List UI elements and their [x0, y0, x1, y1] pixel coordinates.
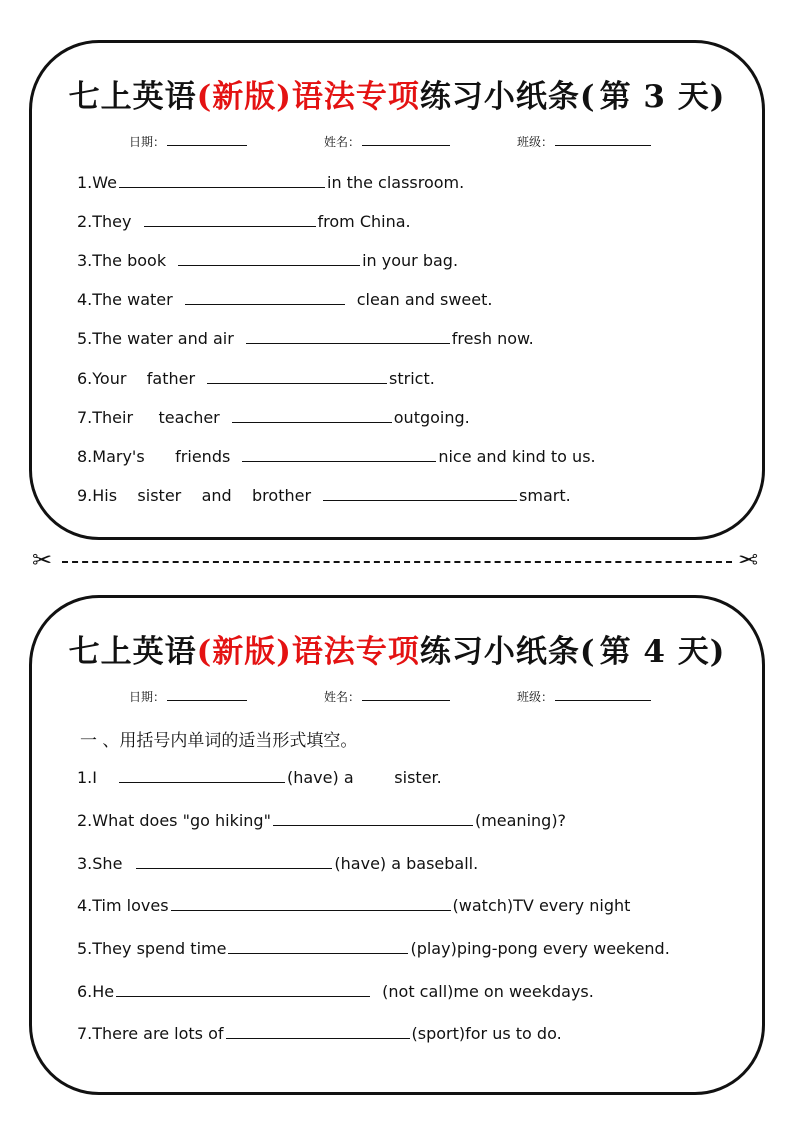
answer-blank[interactable]	[246, 343, 450, 344]
class-label: 班级：	[517, 135, 554, 149]
worksheet-day-3	[29, 40, 765, 540]
question-prefix: 4.The water	[77, 290, 173, 309]
cut-line-divider	[62, 561, 732, 563]
question-prefix: 5.They spend time	[77, 939, 227, 958]
question-1	[77, 768, 442, 787]
question-prefix: 3.The book	[77, 251, 167, 270]
scissors-icon: ✂	[32, 546, 53, 574]
answer-blank[interactable]	[171, 910, 451, 911]
question-prefix: 1.I	[77, 768, 97, 787]
answer-blank[interactable]	[178, 265, 360, 266]
date-blank[interactable]	[167, 690, 247, 701]
answer-blank[interactable]	[119, 782, 285, 783]
question-suffix: (not call)me on weekdays.	[382, 982, 594, 1001]
question-suffix: clean and sweet.	[356, 290, 493, 309]
question-prefix: 2.What does "go hiking"	[77, 811, 271, 830]
question-suffix: in your bag.	[362, 251, 459, 270]
name-label: 姓名：	[324, 135, 361, 149]
worksheet-title	[32, 71, 762, 116]
name-blank[interactable]	[362, 690, 450, 701]
question-prefix: 6.He	[77, 982, 115, 1001]
worksheet-title	[32, 626, 762, 671]
title-day: 第 4 天)	[599, 634, 726, 670]
question-3	[77, 251, 458, 270]
question-prefix: 5.The water and air	[77, 329, 234, 348]
section-instruction: 一 、用括号内单词的适当形式填空。	[80, 731, 358, 751]
question-prefix: 7.Their teacher	[77, 408, 220, 427]
question-suffix: (sport)for us to do.	[411, 1024, 562, 1043]
question-1	[77, 173, 464, 192]
answer-blank[interactable]	[207, 383, 387, 384]
question-suffix: smart.	[519, 486, 571, 505]
title-day: 第 3 天)	[599, 79, 726, 115]
question-6	[77, 369, 435, 388]
scissors-icon: ✂	[738, 546, 759, 574]
question-4	[77, 896, 630, 915]
question-suffix: fresh now.	[451, 329, 534, 348]
date-label: 日期：	[129, 135, 166, 149]
answer-blank[interactable]	[116, 996, 370, 997]
worksheet-day-4	[29, 595, 765, 1095]
question-9	[77, 486, 571, 505]
question-prefix: 8.Mary's friends	[77, 447, 231, 466]
question-prefix: 6.Your father	[77, 369, 196, 388]
date-label: 日期：	[129, 690, 166, 704]
answer-blank[interactable]	[226, 1038, 410, 1039]
class-blank[interactable]	[555, 135, 651, 146]
answer-blank[interactable]	[242, 461, 436, 462]
question-2	[77, 212, 411, 231]
question-suffix: in the classroom.	[327, 173, 465, 192]
question-suffix: (have) a baseball.	[334, 854, 479, 873]
question-suffix: (watch)TV every night	[452, 896, 631, 915]
question-5	[77, 939, 670, 958]
name-blank[interactable]	[362, 135, 450, 146]
question-3	[77, 854, 478, 873]
title-part-highlight: (新版)语法专项	[196, 634, 420, 670]
question-suffix: nice and kind to us.	[438, 447, 596, 466]
question-8	[77, 447, 596, 466]
name-field[interactable]	[324, 688, 450, 705]
answer-blank[interactable]	[232, 422, 392, 423]
question-prefix: 9.His sister and brother	[77, 486, 312, 505]
question-prefix: 4.Tim loves	[77, 896, 169, 915]
question-suffix: (play)ping-pong every weekend.	[410, 939, 670, 958]
question-7	[77, 1024, 562, 1043]
title-part-1: 七上英语	[68, 79, 197, 115]
title-part-highlight: (新版)语法专项	[196, 79, 420, 115]
date-field[interactable]	[129, 133, 247, 150]
name-field[interactable]	[324, 133, 450, 150]
question-prefix: 7.There are lots of	[77, 1024, 224, 1043]
question-6	[77, 982, 594, 1001]
title-part-1: 七上英语	[68, 634, 197, 670]
class-field[interactable]	[517, 688, 651, 705]
class-field[interactable]	[517, 133, 651, 150]
question-suffix: from China.	[317, 212, 411, 231]
question-suffix: strict.	[389, 369, 435, 388]
question-5	[77, 329, 534, 348]
answer-blank[interactable]	[136, 868, 332, 869]
name-label: 姓名：	[324, 690, 361, 704]
question-suffix: (meaning)?	[474, 811, 567, 830]
question-prefix: 3.She	[77, 854, 123, 873]
question-suffix: outgoing.	[393, 408, 470, 427]
date-blank[interactable]	[167, 135, 247, 146]
question-7	[77, 408, 470, 427]
date-field[interactable]	[129, 688, 247, 705]
class-blank[interactable]	[555, 690, 651, 701]
answer-blank[interactable]	[185, 304, 345, 305]
question-suffix: (have) a sister.	[286, 768, 442, 787]
answer-blank[interactable]	[273, 825, 473, 826]
answer-blank[interactable]	[228, 953, 408, 954]
answer-blank[interactable]	[144, 226, 316, 227]
title-part-2: 练习小纸条(	[419, 79, 596, 115]
question-prefix: 1.We	[77, 173, 117, 192]
class-label: 班级：	[517, 690, 554, 704]
question-prefix: 2.They	[77, 212, 132, 231]
question-2	[77, 811, 566, 830]
question-4	[77, 290, 492, 309]
answer-blank[interactable]	[323, 500, 517, 501]
answer-blank[interactable]	[119, 187, 325, 188]
title-part-2: 练习小纸条(	[419, 634, 596, 670]
